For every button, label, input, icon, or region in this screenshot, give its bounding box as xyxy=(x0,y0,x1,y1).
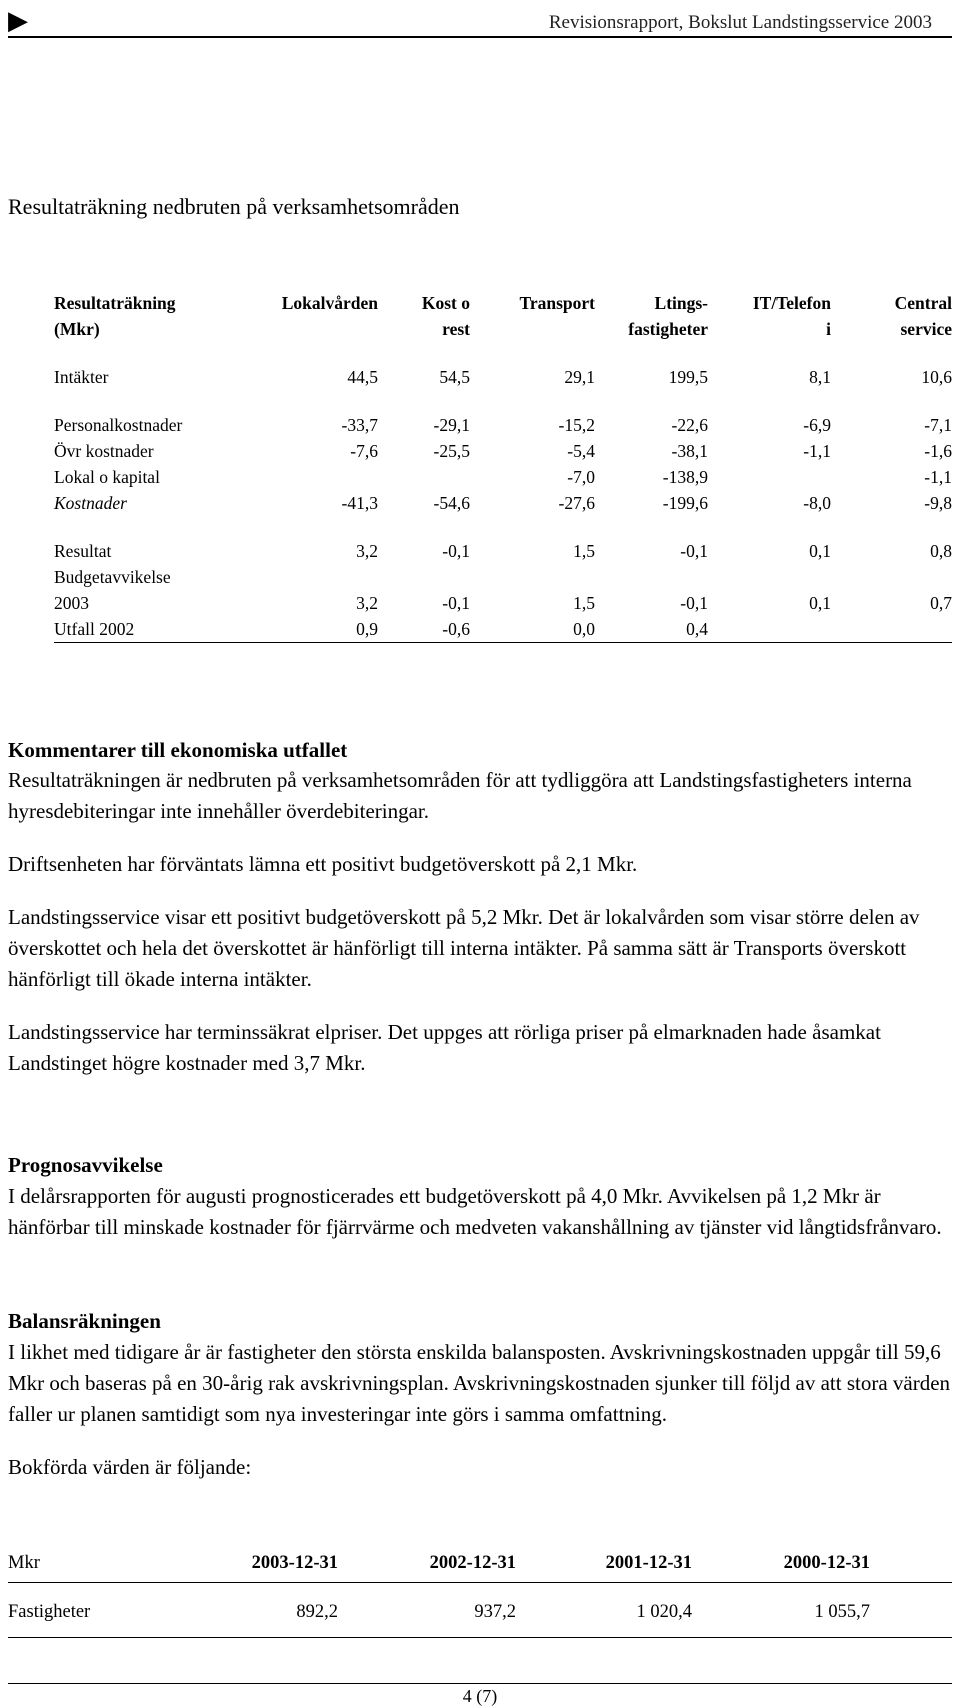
table-cell: 0,0 xyxy=(573,619,595,639)
row-label: Kostnader xyxy=(54,493,127,513)
comments-heading: Kommentarer till ekonomiska utfallet xyxy=(8,738,348,762)
table-cell: -7,6 xyxy=(350,441,378,461)
book-values-header xyxy=(8,1548,952,1583)
column-header-line: Transport xyxy=(519,293,595,313)
table-row xyxy=(54,616,952,643)
table-cell: 44,5 xyxy=(347,367,378,387)
column-header-line: fastigheter xyxy=(628,319,708,339)
table-cell: 1,5 xyxy=(573,541,595,561)
comments-paragraph-2: Driftsenheten har förväntats lämna ett positivt budgetöverskott på 2,1 Mkr. xyxy=(8,852,638,876)
table-row xyxy=(54,438,952,464)
column-header-line: Resultaträkning xyxy=(54,293,176,313)
column-header-line: Central xyxy=(894,293,952,313)
row-label: Intäkter xyxy=(54,367,109,387)
page-number: 4 (7) xyxy=(8,1683,952,1707)
table-cell: -25,5 xyxy=(433,441,470,461)
page-header xyxy=(8,6,952,38)
comments-paragraph-3: Landstingsservice visar ett positivt budgetöverskott på 5,2 Mkr. Det är lokalvården som visar större delen av överskottet och hela det överskottet är hänförligt till interna intäkter. På samma sätt är Transports överskott hänförligt till ökade interna intäkter. xyxy=(8,905,920,991)
column-header xyxy=(792,290,952,342)
table-cell: -6,9 xyxy=(803,415,831,435)
table-cell: -8,0 xyxy=(803,493,831,513)
table-cell: 3,2 xyxy=(356,541,378,561)
table-cell: 0,1 xyxy=(809,541,831,561)
comments-paragraph-1: Resultaträkningen är nedbruten på verksamhetsområden för att tydliggöra att Landstingsfastigheters interna hyresdebiteringar inte innehåller överdebiteringar. xyxy=(8,768,912,823)
table-cell: -5,4 xyxy=(567,441,595,461)
table-cell: -29,1 xyxy=(433,415,470,435)
table-cell: -38,1 xyxy=(671,441,708,461)
row-label: Resultat xyxy=(54,541,112,561)
table-cell: -199,6 xyxy=(662,493,708,513)
table-row xyxy=(54,464,952,490)
table-cell: 1 020,4 xyxy=(636,1602,692,1622)
column-header-line: IT/Telefon xyxy=(752,293,831,313)
table-cell: 0,1 xyxy=(809,593,831,613)
table-cell: -7,1 xyxy=(924,415,952,435)
table-cell: 892,2 xyxy=(296,1602,338,1622)
table-cell: -1,6 xyxy=(924,441,952,461)
table-row xyxy=(54,564,952,590)
table-cell: -0,1 xyxy=(680,541,708,561)
column-header-line: Lokalvården xyxy=(281,293,378,313)
table-cell: 199,5 xyxy=(668,367,708,387)
table-cell: -1,1 xyxy=(924,467,952,487)
table-cell: 8,1 xyxy=(809,367,831,387)
table-row xyxy=(8,1597,952,1627)
balance-heading: Balansräkningen xyxy=(8,1309,161,1333)
row-label: 2003 xyxy=(54,593,89,613)
table-cell: 3,2 xyxy=(356,593,378,613)
table-cell: 54,5 xyxy=(439,367,470,387)
column-header xyxy=(54,290,176,342)
table-cell: -1,1 xyxy=(803,441,831,461)
column-header-line: (Mkr) xyxy=(54,319,100,339)
book-values-date-header: 2001-12-31 xyxy=(605,1553,692,1573)
column-header-line: i xyxy=(826,319,831,339)
forecast-heading: Prognosavvikelse xyxy=(8,1153,163,1177)
table-cell: -33,7 xyxy=(341,415,378,435)
column-header-line: service xyxy=(900,319,952,339)
comments-paragraph-4: Landstingsservice har terminssäkrat elpriser. Det uppges att rörliga priser på elmarknaden hade åsamkat Landstinget högre kostnader med 3,7 Mkr. xyxy=(8,1020,881,1075)
column-header-line: Ltings- xyxy=(654,293,708,313)
book-values-date-header: 2000-12-31 xyxy=(783,1553,870,1573)
table-cell: 1 055,7 xyxy=(814,1602,870,1622)
table-cell: -0,1 xyxy=(680,593,708,613)
forecast-text: I delårsrapporten för augusti prognosticerades ett budgetöverskott på 4,0 Mkr. Avvikelsen på 1,2 Mkr är hänförbar till minskade kostnader för fjärrvärme och medveten vakanshållning av tjänster vid långtidsfrånvaro. xyxy=(8,1184,942,1239)
forecast-section xyxy=(8,1150,952,1243)
table-row xyxy=(54,538,952,564)
row-label: Övr kostnader xyxy=(54,441,154,461)
row-label: Fastigheter xyxy=(8,1602,91,1622)
table-cell: -0,6 xyxy=(442,619,470,639)
report-title: Revisionsrapport, Bokslut Landstingsservice 2003 xyxy=(548,12,932,33)
table-cell: -27,6 xyxy=(558,493,595,513)
table-cell: -15,2 xyxy=(558,415,595,435)
book-values-date-header: 2003-12-31 xyxy=(251,1553,338,1573)
table-cell: 1,5 xyxy=(573,593,595,613)
table-cell: -0,1 xyxy=(442,541,470,561)
balance-intro: Bokförda värden är följande: xyxy=(8,1455,252,1479)
book-values-label-header: Mkr xyxy=(8,1553,40,1573)
table-cell: -138,9 xyxy=(662,467,708,487)
table-cell: 0,9 xyxy=(356,619,378,639)
table-cell: -7,0 xyxy=(567,467,595,487)
row-label: Lokal o kapital xyxy=(54,467,160,487)
table-cell: -41,3 xyxy=(341,493,378,513)
section-title: Resultaträkning nedbruten på verksamhetsområden xyxy=(8,194,460,219)
balance-section xyxy=(8,1306,952,1483)
table-row xyxy=(54,590,952,616)
comments-section xyxy=(8,735,952,1079)
table-row xyxy=(54,412,952,438)
row-label: Utfall 2002 xyxy=(54,619,135,639)
table-cell: -22,6 xyxy=(671,415,708,435)
column-header-line: rest xyxy=(442,319,470,339)
table-cell: 0,8 xyxy=(930,541,952,561)
column-header-line: Kost o xyxy=(421,293,470,313)
play-arrow-icon: ▶ xyxy=(8,6,28,35)
table-row xyxy=(54,490,952,516)
book-values-date-header: 2002-12-31 xyxy=(429,1553,516,1573)
results-table xyxy=(54,290,952,643)
row-label: Budgetavvikelse xyxy=(54,567,171,587)
table-cell: -54,6 xyxy=(433,493,470,513)
table-cell: -0,1 xyxy=(442,593,470,613)
table-cell: 0,7 xyxy=(930,593,952,613)
balance-text: I likhet med tidigare år är fastigheter den största enskilda balansposten. Avskrivningskostnaden uppgår till 59,6 Mkr och baseras på en 30-årig rak avskrivningsplan. Avskrivningskostnaden sjunker till följd av att stora värden faller ur planen samtidigt som nya investeringar inte görs i samma omfattning. xyxy=(8,1340,951,1426)
table-row xyxy=(54,364,952,390)
table-cell: 10,6 xyxy=(921,367,952,387)
row-label: Personalkostnader xyxy=(54,415,183,435)
table-cell: 0,4 xyxy=(686,619,708,639)
table-cell: 29,1 xyxy=(564,367,595,387)
table-cell: -9,8 xyxy=(924,493,952,513)
book-values-table xyxy=(8,1548,952,1638)
results-table-header xyxy=(54,290,952,346)
table-bottom-rule xyxy=(8,1637,952,1638)
table-cell: 937,2 xyxy=(474,1602,516,1622)
